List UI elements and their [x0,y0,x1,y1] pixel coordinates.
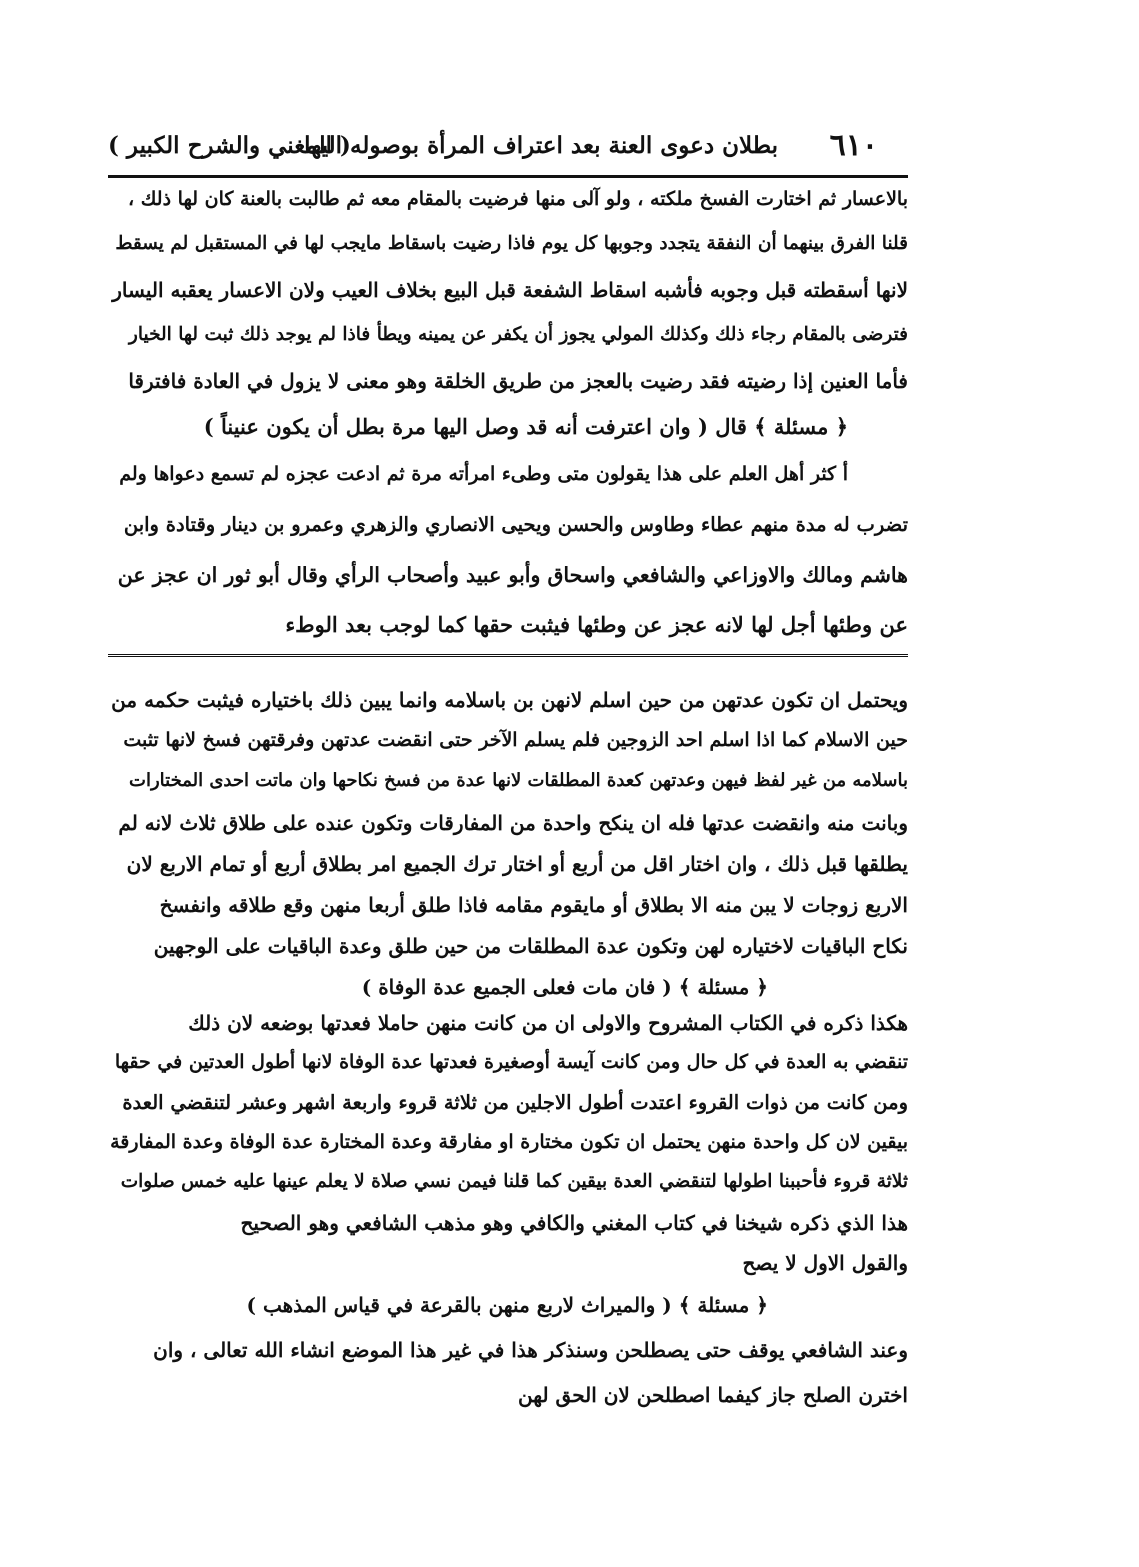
text-line: ثلاثة قروء فأحببنا اطولها لتنقضي العدة بيقين كما قلنا فيمن نسي صلاة لا يعلم عينها عليه خمس صلوات [120,1171,908,1192]
text-line: قلنا الفرق بينهما أن النفقة يتجدد وجوبها كل يوم فاذا رضيت باسقاط مايجب لها في المستقبل لم يسقط [115,233,908,254]
text-line: باسلامه من غير لفظ فيهن وعدتهن كعدة المطلقات لانها عدة من فسخ نكاحها وان ماتت احدى المختارات [129,770,908,791]
text-line: نكاح الباقيات لاختياره لهن وتكون عدة المطلقات من حين طلق وعدة الباقيات على الوجهين [153,934,908,958]
text-line: هاشم ومالك والاوزاعي والشافعي واسحاق وأبو عبيد وأصحاب الرأي وقال أبو ثور ان عجز عن [117,563,908,587]
text-line: أ كثر أهل العلم على هذا يقولون متى وطىء امرأته مرة ثم ادعت عجزه لم تسمع دعواها ولم [119,463,848,485]
text-line: وعند الشافعي يوقف حتى يصطلحن وسنذكر هذا في غير هذا الموضع انشاء الله تعالى ، وان [153,1338,908,1362]
text-line: هكذا ذكره في الكتاب المشروح والاولى ان من كانت منهن حاملا فعدتها بوضعه لان ذلك [188,1011,908,1035]
text-line: بالاعسار ثم اختارت الفسخ ملكته ، ولو آلى منها فرضيت بالمقام معه ثم طالبت بالعنة كان لها ذلك ، [128,188,908,210]
header-book-name: ( المغني والشرح الكبير ) [108,132,351,159]
section-divider [108,654,908,657]
masala-heading: ﴿ مسئلة ﴾ ( والميراث لاربع منهن بالقرعة في قياس المذهب ) [246,1293,768,1317]
page-number: ٦١٠ [829,128,878,163]
text-line: تنقضي به العدة في كل حال ومن كانت آيسة أوصغيرة فعدتها عدة الوفاة لانها أطول العدتين في حقها [114,1051,908,1073]
text-line: هذا الذي ذكره شيخنا في كتاب المغني والكافي وهو مذهب الشافعي وهو الصحيح [240,1211,908,1235]
text-line: يطلقها قبل ذلك ، وان اختار اقل من أربع أو اختار ترك الجميع امر بطلاق أربع أو تمام الاربع لان [126,852,908,876]
text-line: بيقين لان كل واحدة منهن يحتمل ان تكون مختارة او مفارقة وعدة المختارة عدة الوفاة وعدة المفارقة [110,1131,908,1153]
text-line: ومن كانت من ذوات القروء اعتدت أطول الاجلين من ثلاثة قروء واربعة اشهر وعشر لتنقضي العدة [122,1091,908,1114]
text-line: حين الاسلام كما اذا اسلم احد الزوجين فلم يسلم الآخر حتى انقضت عدتهن وفرقتهن فسخ لانها تثبت [123,729,908,751]
text-line: فترضى بالمقام رجاء ذلك وكذلك المولي يجوز أن يكفر عن يمينه ويطأ فاذا لم يوجد ذلك ثبت لها الخيار [128,324,908,345]
text-line: تضرب له مدة منهم عطاء وطاوس والحسن ويحيى الانصاري والزهري وعمرو بن دينار وقتادة وابن [123,513,908,536]
text-line: وبانت منه وانقضت عدتها فله ان ينكح واحدة من المفارقات وتكون عنده على طلاق ثلاث لانه لم [118,811,908,835]
text-line: الاربع زوجات لا يبن منه الا بطلاق أو مايقوم مقامه فاذا طلق أربعا منهن وقع طلاقه وانفسخ [159,893,908,917]
masala-heading: ﴿ مسئلة ﴾ قال ( وان اعترفت أنه قد وصل اليها مرة بطل أن يكون عنيناً ) [203,414,848,439]
masala-heading: ﴿ مسئلة ﴾ ( فان مات فعلى الجميع عدة الوفاة ) [361,975,768,999]
running-header [108,128,908,174]
text-line: لانها أسقطته قبل وجوبه فأشبه اسقاط الشفعة قبل البيع بخلاف العيب ولان الاعسار يعقبه اليسار [112,278,908,302]
text-line: اخترن الصلح جاز كيفما اصطلحن لان الحق لهن [518,1383,908,1407]
text-line: ويحتمل ان تكون عدتهن من حين اسلم لانهن بن باسلامه وانما يبين ذلك باختياره فيثبت حكمه من [111,688,908,712]
header-title: بطلان دعوى العنة بعد اعتراف المرأة بوصوله اليها [304,132,778,159]
header-rule [108,175,908,178]
text-line: والقول الاول لا يصح [742,1251,908,1275]
text-line: عن وطئها أجل لها لانه عجز عن وطئها فيثبت حقها كما لوجب بعد الوطء [285,612,908,637]
text-line: فأما العنين إذا رضيته فقد رضيت بالعجز من طريق الخلقة وهو معنى لا يزول في العادة فافترقا [128,369,908,393]
